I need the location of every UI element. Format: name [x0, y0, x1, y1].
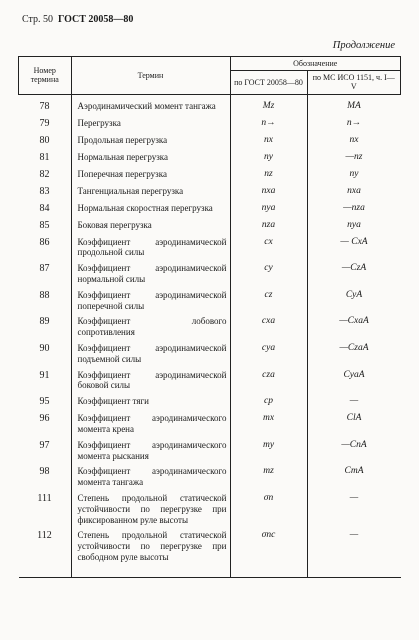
table-row: [19, 342, 401, 369]
iso-symbol: —: [349, 396, 359, 407]
table-row: [19, 117, 401, 134]
standard-code: ГОСТ 20058—80: [58, 14, 134, 25]
table-row: [19, 236, 401, 263]
col-designation: Обозначение: [230, 57, 401, 71]
term-number: 89: [19, 315, 72, 342]
term-number: 85: [19, 219, 72, 236]
iso-symbol: —: [307, 529, 401, 577]
table-row: [19, 185, 401, 202]
iso-symbol: — CxA: [340, 236, 368, 247]
term-number: 96: [19, 412, 72, 439]
term-text: Боковая перегрузка: [71, 219, 230, 236]
gost-symbol: cxa: [230, 315, 307, 342]
gost-symbol: σn: [230, 492, 307, 529]
term-text: Коэффициент аэродинамической продольной силы: [71, 236, 230, 263]
table-row: [19, 395, 401, 412]
gost-symbol: nz: [230, 168, 307, 185]
term-text: Поперечная перегрузка: [71, 168, 230, 185]
table-row: [19, 492, 401, 529]
page-header: [22, 14, 133, 25]
iso-symbol: ny: [349, 168, 359, 179]
table-row: [19, 289, 401, 316]
term-text: Тангенциальная перегрузка: [71, 185, 230, 202]
gost-symbol: mz: [230, 465, 307, 492]
term-number: 88: [19, 289, 72, 316]
term-text: Коэффициент аэродинамической нормальной силы: [71, 262, 230, 289]
gost-symbol: nya: [230, 202, 307, 219]
gost-symbol: cz: [230, 289, 307, 316]
table-row: [19, 94, 401, 117]
gost-symbol: σnс: [230, 529, 307, 577]
gost-symbol: mx: [230, 412, 307, 439]
term-text: Аэродинамический момент тангажа: [71, 94, 230, 117]
table-row: [19, 439, 401, 466]
term-number: 98: [19, 465, 72, 492]
iso-symbol: —CzA: [341, 263, 367, 274]
term-text: Коэффициент лобового сопротивления: [71, 315, 230, 342]
term-number: 97: [19, 439, 72, 466]
term-number: 111: [19, 492, 72, 529]
term-text: Нормальная перегрузка: [71, 151, 230, 168]
table-row: [19, 412, 401, 439]
gost-symbol: cya: [230, 342, 307, 369]
table-row: [19, 168, 401, 185]
iso-symbol: nxa: [347, 185, 361, 196]
gost-symbol: ny: [230, 151, 307, 168]
term-text: Коэффициент аэродинамической подъемной силы: [71, 342, 230, 369]
term-number: 83: [19, 185, 72, 202]
iso-symbol: —: [349, 492, 359, 503]
iso-symbol: CyaA: [343, 369, 365, 380]
term-number: 91: [19, 369, 72, 396]
page-number: Стр. 50: [22, 14, 54, 25]
table-row: [19, 465, 401, 492]
term-text: Коэффициент аэродинамической поперечной силы: [71, 289, 230, 316]
table-row: [19, 151, 401, 168]
col-iso: по МС ИСО 1151, ч. I—V: [307, 71, 401, 94]
term-number: 78: [19, 94, 72, 117]
term-text: Коэффициент тяги: [71, 395, 230, 412]
gost-symbol: nza: [230, 219, 307, 236]
iso-symbol: nx: [349, 134, 359, 145]
iso-symbol: nya: [347, 219, 361, 230]
col-number: Номер термина: [19, 57, 72, 95]
gost-symbol: n→: [230, 117, 307, 134]
term-text: Степень продольной статической устойчивости по перегрузке при свободном руле высоты: [71, 529, 230, 577]
term-number: 80: [19, 134, 72, 151]
iso-symbol: ClA: [346, 413, 362, 424]
term-text: Коэффициент аэродинамического момента крена: [71, 412, 230, 439]
terms-table: [18, 56, 401, 578]
iso-symbol: MA: [347, 100, 361, 111]
table-row: [19, 202, 401, 219]
iso-symbol: —CxaA: [339, 316, 369, 327]
gost-symbol: cza: [230, 369, 307, 396]
term-text: Коэффициент аэродинамического момента рыскания: [71, 439, 230, 466]
term-number: 90: [19, 342, 72, 369]
term-text: Коэффициент аэродинамического момента тангажа: [71, 465, 230, 492]
table-row: [19, 219, 401, 236]
gost-symbol: cy: [230, 262, 307, 289]
table-row: [19, 315, 401, 342]
term-text: Перегрузка: [71, 117, 230, 134]
term-number: 86: [19, 236, 72, 263]
term-text: Степень продольной статической устойчивости по перегрузке при фиксированном руле высоты: [71, 492, 230, 529]
term-number: 79: [19, 117, 72, 134]
iso-symbol: CyA: [345, 289, 363, 300]
iso-symbol: —CnA: [341, 439, 367, 450]
term-number: 87: [19, 262, 72, 289]
term-text: Нормальная скоростная перегрузка: [71, 202, 230, 219]
iso-symbol: —CzaA: [339, 342, 369, 353]
gost-symbol: nxa: [230, 185, 307, 202]
col-gost: по ГОСТ 20058—80: [230, 71, 307, 94]
gost-symbol: Mz: [230, 94, 307, 117]
table-row: [19, 262, 401, 289]
term-text: Продольная перегрузка: [71, 134, 230, 151]
iso-symbol: CmA: [344, 466, 364, 477]
iso-symbol: —nza: [343, 202, 365, 213]
gost-symbol: cp: [230, 395, 307, 412]
continued-label: Продолжение: [332, 40, 395, 51]
term-number: 84: [19, 202, 72, 219]
term-number: 95: [19, 395, 72, 412]
table-row: [19, 134, 401, 151]
term-text: Коэффициент аэродинамической боковой силы: [71, 369, 230, 396]
gost-symbol: nx: [230, 134, 307, 151]
iso-symbol: n→: [346, 117, 362, 128]
gost-symbol: cx: [230, 236, 307, 263]
iso-symbol: —nz: [345, 151, 363, 162]
term-number: 112: [19, 529, 72, 577]
term-number: 81: [19, 151, 72, 168]
term-number: 82: [19, 168, 72, 185]
table-row: [19, 529, 401, 577]
col-term: Термин: [71, 57, 230, 95]
gost-symbol: my: [230, 439, 307, 466]
table-row: [19, 369, 401, 396]
